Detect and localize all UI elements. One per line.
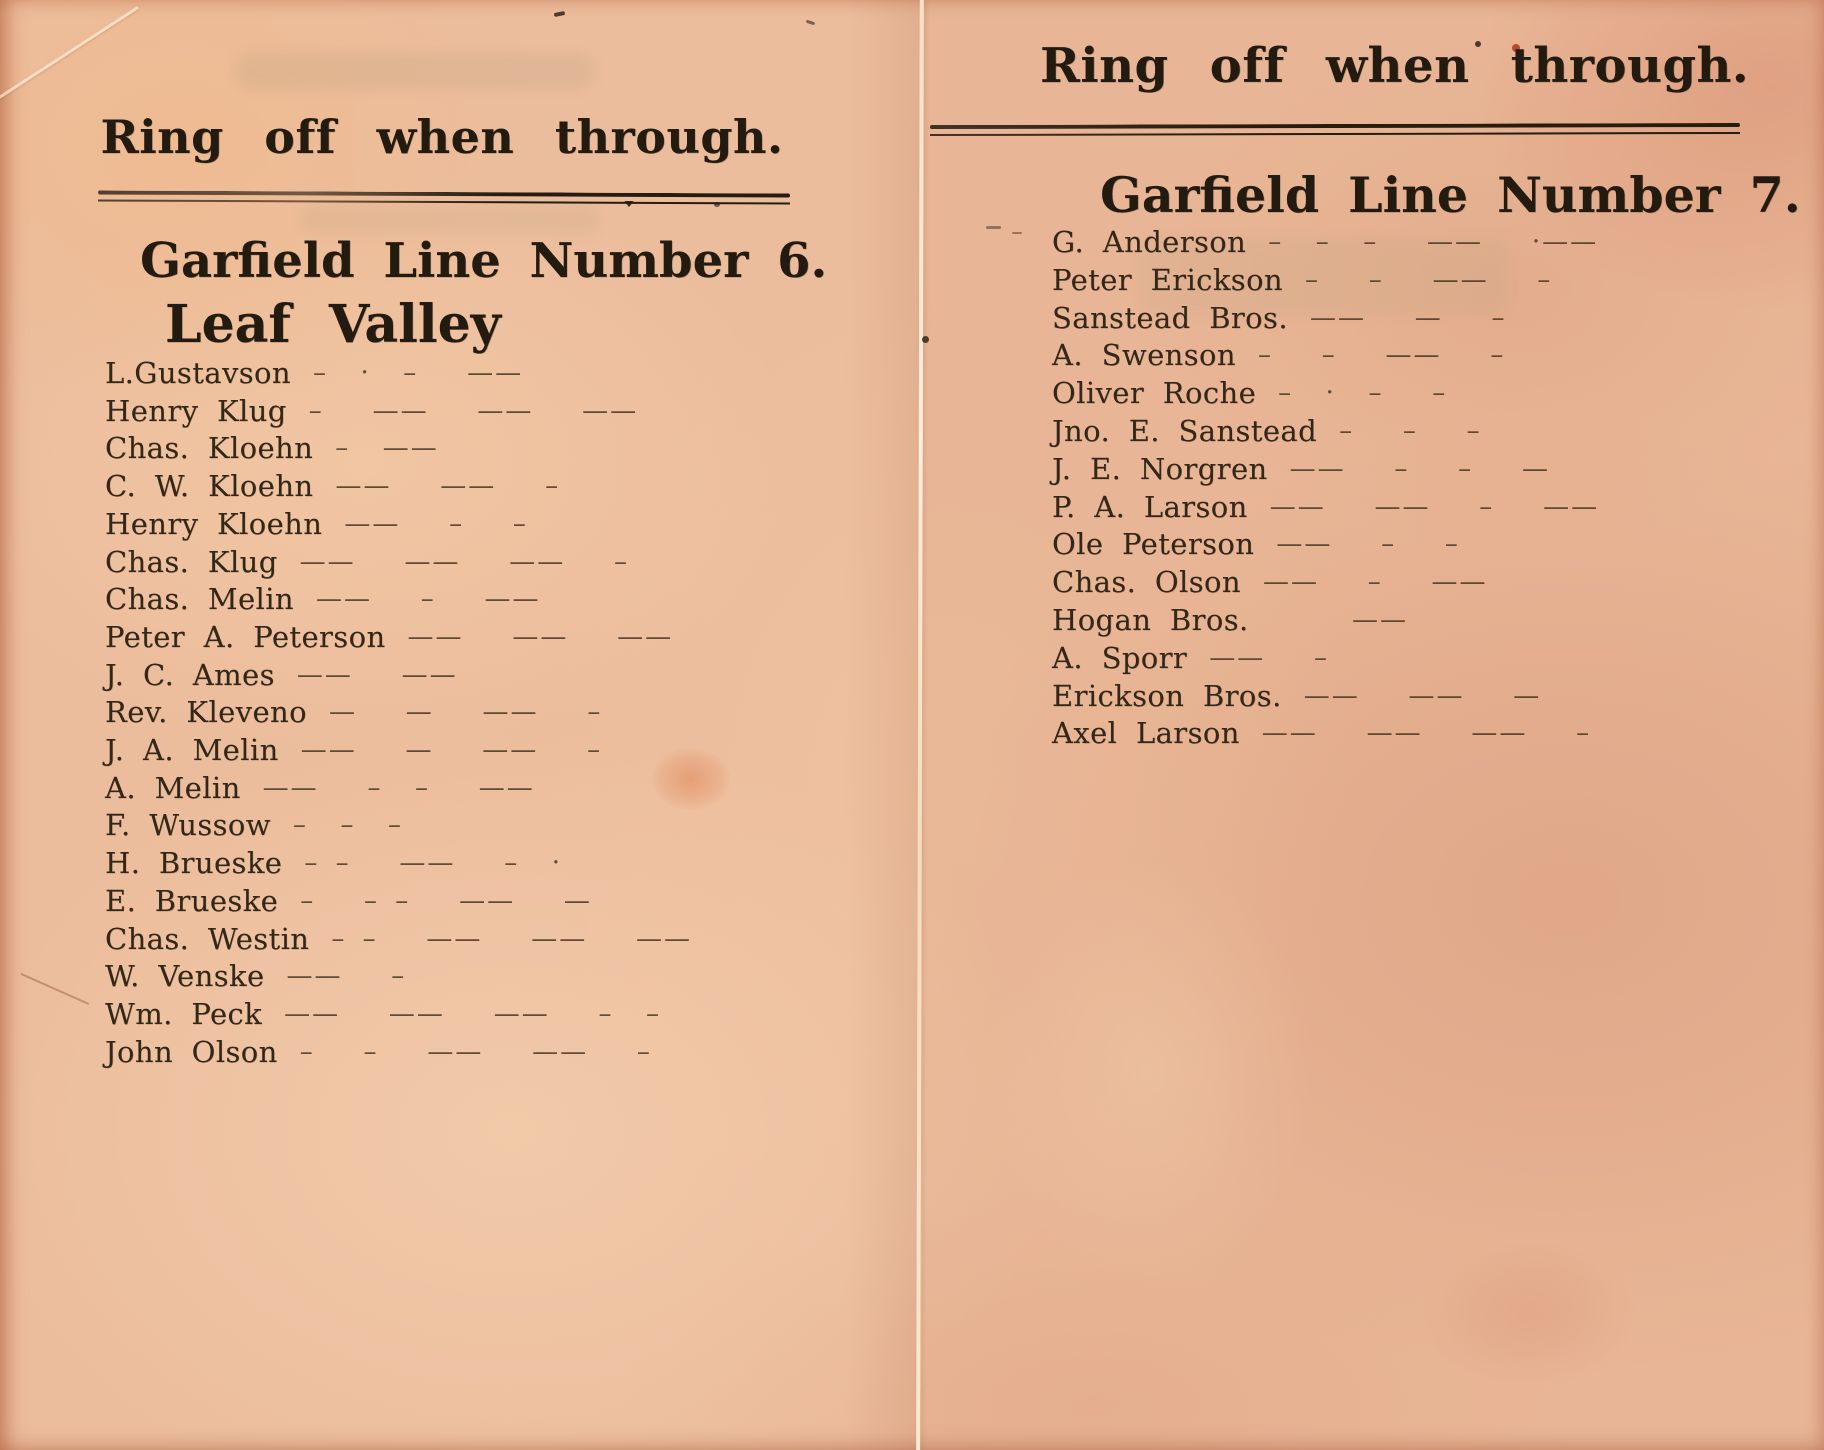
subscriber-entry [105, 657, 765, 695]
subscriber-entry [105, 883, 765, 921]
subscriber-entry [1052, 640, 1752, 678]
subscriber-entry [105, 921, 765, 959]
subscriber-entry [1052, 413, 1752, 451]
subscriber-entry [105, 996, 765, 1034]
call-signal-dashes: – – – —— — [300, 885, 592, 916]
subscriber-entry [1052, 262, 1752, 300]
fold-shadow [845, 0, 919, 1450]
community-subtitle: Leaf Valley [165, 294, 501, 355]
call-signal-dashes: —— – – [344, 508, 528, 539]
subscriber-name: L.Gustavson [105, 356, 291, 390]
subscriber-name: Rev. Kleveno [105, 695, 307, 730]
paper-stain [1420, 1240, 1640, 1390]
call-signal-dashes: —— —— — [1303, 680, 1542, 711]
subscriber-entry [1052, 526, 1752, 564]
call-signal-dashes: —— —— —— [407, 621, 674, 652]
subscriber-entry [105, 1034, 765, 1072]
call-signal-dashes: – – —— – [1257, 340, 1506, 371]
subscriber-name: A. Swenson [1052, 338, 1236, 373]
subscriber-entry [105, 958, 765, 996]
subscriber-name: A. Melin [105, 770, 241, 805]
call-signal-dashes: – · – —— [312, 358, 524, 388]
call-signal-dashes: – – —— – · [304, 848, 563, 879]
subscriber-name: John Olson [105, 1034, 278, 1069]
subscriber-entry [1052, 224, 1752, 262]
subscriber-name: G. Anderson [1052, 225, 1247, 259]
subscriber-entry [1052, 489, 1752, 527]
subscriber-name: J. C. Ames [105, 657, 275, 692]
corner-crease [0, 6, 139, 101]
paper-crack [21, 973, 89, 1005]
subscriber-entry [105, 619, 765, 657]
subscriber-entry [1052, 300, 1752, 338]
subscriber-entry [105, 732, 765, 770]
call-signal-dashes: – – – —— ·—— [1268, 227, 1599, 257]
subscriber-entry [105, 807, 765, 845]
call-signal-dashes: —— —— —— – [1261, 718, 1592, 749]
subscriber-name: Henry Kloehn [105, 506, 323, 541]
double-rule-left [98, 190, 790, 207]
subscriber-entry [1052, 337, 1752, 375]
show-through-ghost [235, 52, 595, 90]
subscriber-entry [1052, 602, 1752, 640]
subscriber-name: Hogan Bros. [1052, 602, 1249, 637]
subscriber-name: J. E. Norgren [1052, 451, 1268, 486]
subscriber-name: Chas. Klug [105, 544, 278, 579]
subscriber-entry [105, 468, 765, 506]
subscriber-name: Peter Erickson [1052, 262, 1284, 297]
ink-speck [554, 11, 566, 17]
subscriber-entry [105, 581, 765, 619]
subscriber-name: Chas. Kloehn [105, 431, 314, 466]
subscriber-name: Wm. Peck [105, 996, 263, 1031]
ink-speck [806, 20, 815, 26]
subscriber-name: P. A. Larson [1052, 489, 1248, 524]
ring-off-notice-left: Ring off when through. [100, 110, 784, 164]
line-title-left: Garfield Line Number 6. [140, 233, 828, 289]
subscriber-entry [1052, 451, 1752, 489]
call-signal-dashes: – – —— —— – [299, 1036, 652, 1067]
subscriber-name: A. Sporr [1052, 640, 1188, 675]
subscriber-entry [105, 430, 765, 468]
call-signal-dashes: —— – [286, 961, 407, 992]
subscriber-entry [105, 770, 765, 808]
call-signal-dashes: – – – [1339, 415, 1482, 446]
ink-speck [1012, 232, 1022, 234]
subscriber-list-right [1052, 224, 1752, 753]
subscriber-entry [1052, 715, 1752, 753]
subscriber-name: Chas. Olson [1052, 565, 1241, 600]
subscriber-name: Henry Klug [105, 393, 287, 428]
call-signal-dashes: —— – —— [315, 584, 541, 615]
subscriber-name: C. W. Kloehn [105, 469, 314, 504]
call-signal-dashes: – —— —— —— [308, 395, 639, 426]
double-rule-right [930, 123, 1740, 139]
subscriber-entry [105, 694, 765, 732]
call-signal-dashes: —— [1270, 604, 1408, 635]
subscriber-entry [1052, 564, 1752, 602]
subscriber-name: Peter A. Peterson [105, 619, 386, 654]
subscriber-name: E. Brueske [105, 883, 279, 918]
ink-speck [986, 226, 1001, 229]
call-signal-dashes: – – —— —— —— [331, 923, 693, 954]
subscriber-entry [1052, 375, 1752, 413]
subscriber-name: Jno. E. Sanstead [1052, 413, 1318, 448]
paper-highlight [990, 860, 1310, 1280]
call-signal-dashes: —— – – [1276, 529, 1460, 560]
call-signal-dashes: —— – – —— [262, 772, 535, 803]
call-signal-dashes: —— – [1209, 642, 1329, 673]
subscriber-entry [105, 355, 765, 393]
call-signal-dashes: —— —— – —— [1269, 491, 1600, 522]
call-signal-dashes: – – – [293, 810, 404, 841]
call-signal-dashes: —— — – [1309, 302, 1507, 333]
line-title-right: Garfield Line Number 7. [1100, 166, 1801, 224]
subscriber-name: H. Brueske [105, 846, 283, 881]
call-signal-dashes: – · – – [1278, 378, 1448, 409]
subscriber-entry [105, 544, 765, 582]
call-signal-dashes: —— —— —— – – [284, 998, 662, 1029]
subscriber-name: Axel Larson [1052, 716, 1240, 751]
call-signal-dashes: – – —— – [1305, 264, 1553, 295]
ink-speck [922, 336, 929, 343]
subscriber-list-left [105, 355, 765, 1071]
call-signal-dashes: —— —— [296, 659, 458, 690]
call-signal-dashes: —— —— —— – [299, 546, 630, 577]
subscriber-entry [105, 393, 765, 431]
call-signal-dashes: – —— [335, 433, 439, 464]
call-signal-dashes: —— – – — [1289, 453, 1550, 484]
subscriber-entry [105, 506, 765, 544]
subscriber-name: Chas. Melin [105, 582, 294, 617]
subscriber-name: Oliver Roche [1052, 376, 1257, 411]
subscriber-name: W. Venske [105, 959, 265, 994]
subscriber-name: F. Wussow [105, 808, 271, 843]
call-signal-dashes: —— – —— [1262, 567, 1488, 598]
show-through-ghost [300, 206, 600, 234]
subscriber-name: Ole Peterson [1052, 527, 1255, 562]
subscriber-entry [105, 845, 765, 883]
subscriber-name: Chas. Westin [105, 921, 310, 956]
call-signal-dashes: —— — —— – [300, 735, 603, 766]
subscriber-name: Sanstead Bros. [1052, 300, 1288, 335]
subscriber-name: J. A. Melin [105, 733, 279, 768]
call-signal-dashes: —— —— – [335, 471, 561, 502]
subscriber-entry [1052, 678, 1752, 716]
ring-off-notice-right: Ring off when through. [1040, 38, 1750, 94]
call-signal-dashes: — — —— – [328, 697, 603, 728]
subscriber-name: Erickson Bros. [1052, 678, 1282, 713]
